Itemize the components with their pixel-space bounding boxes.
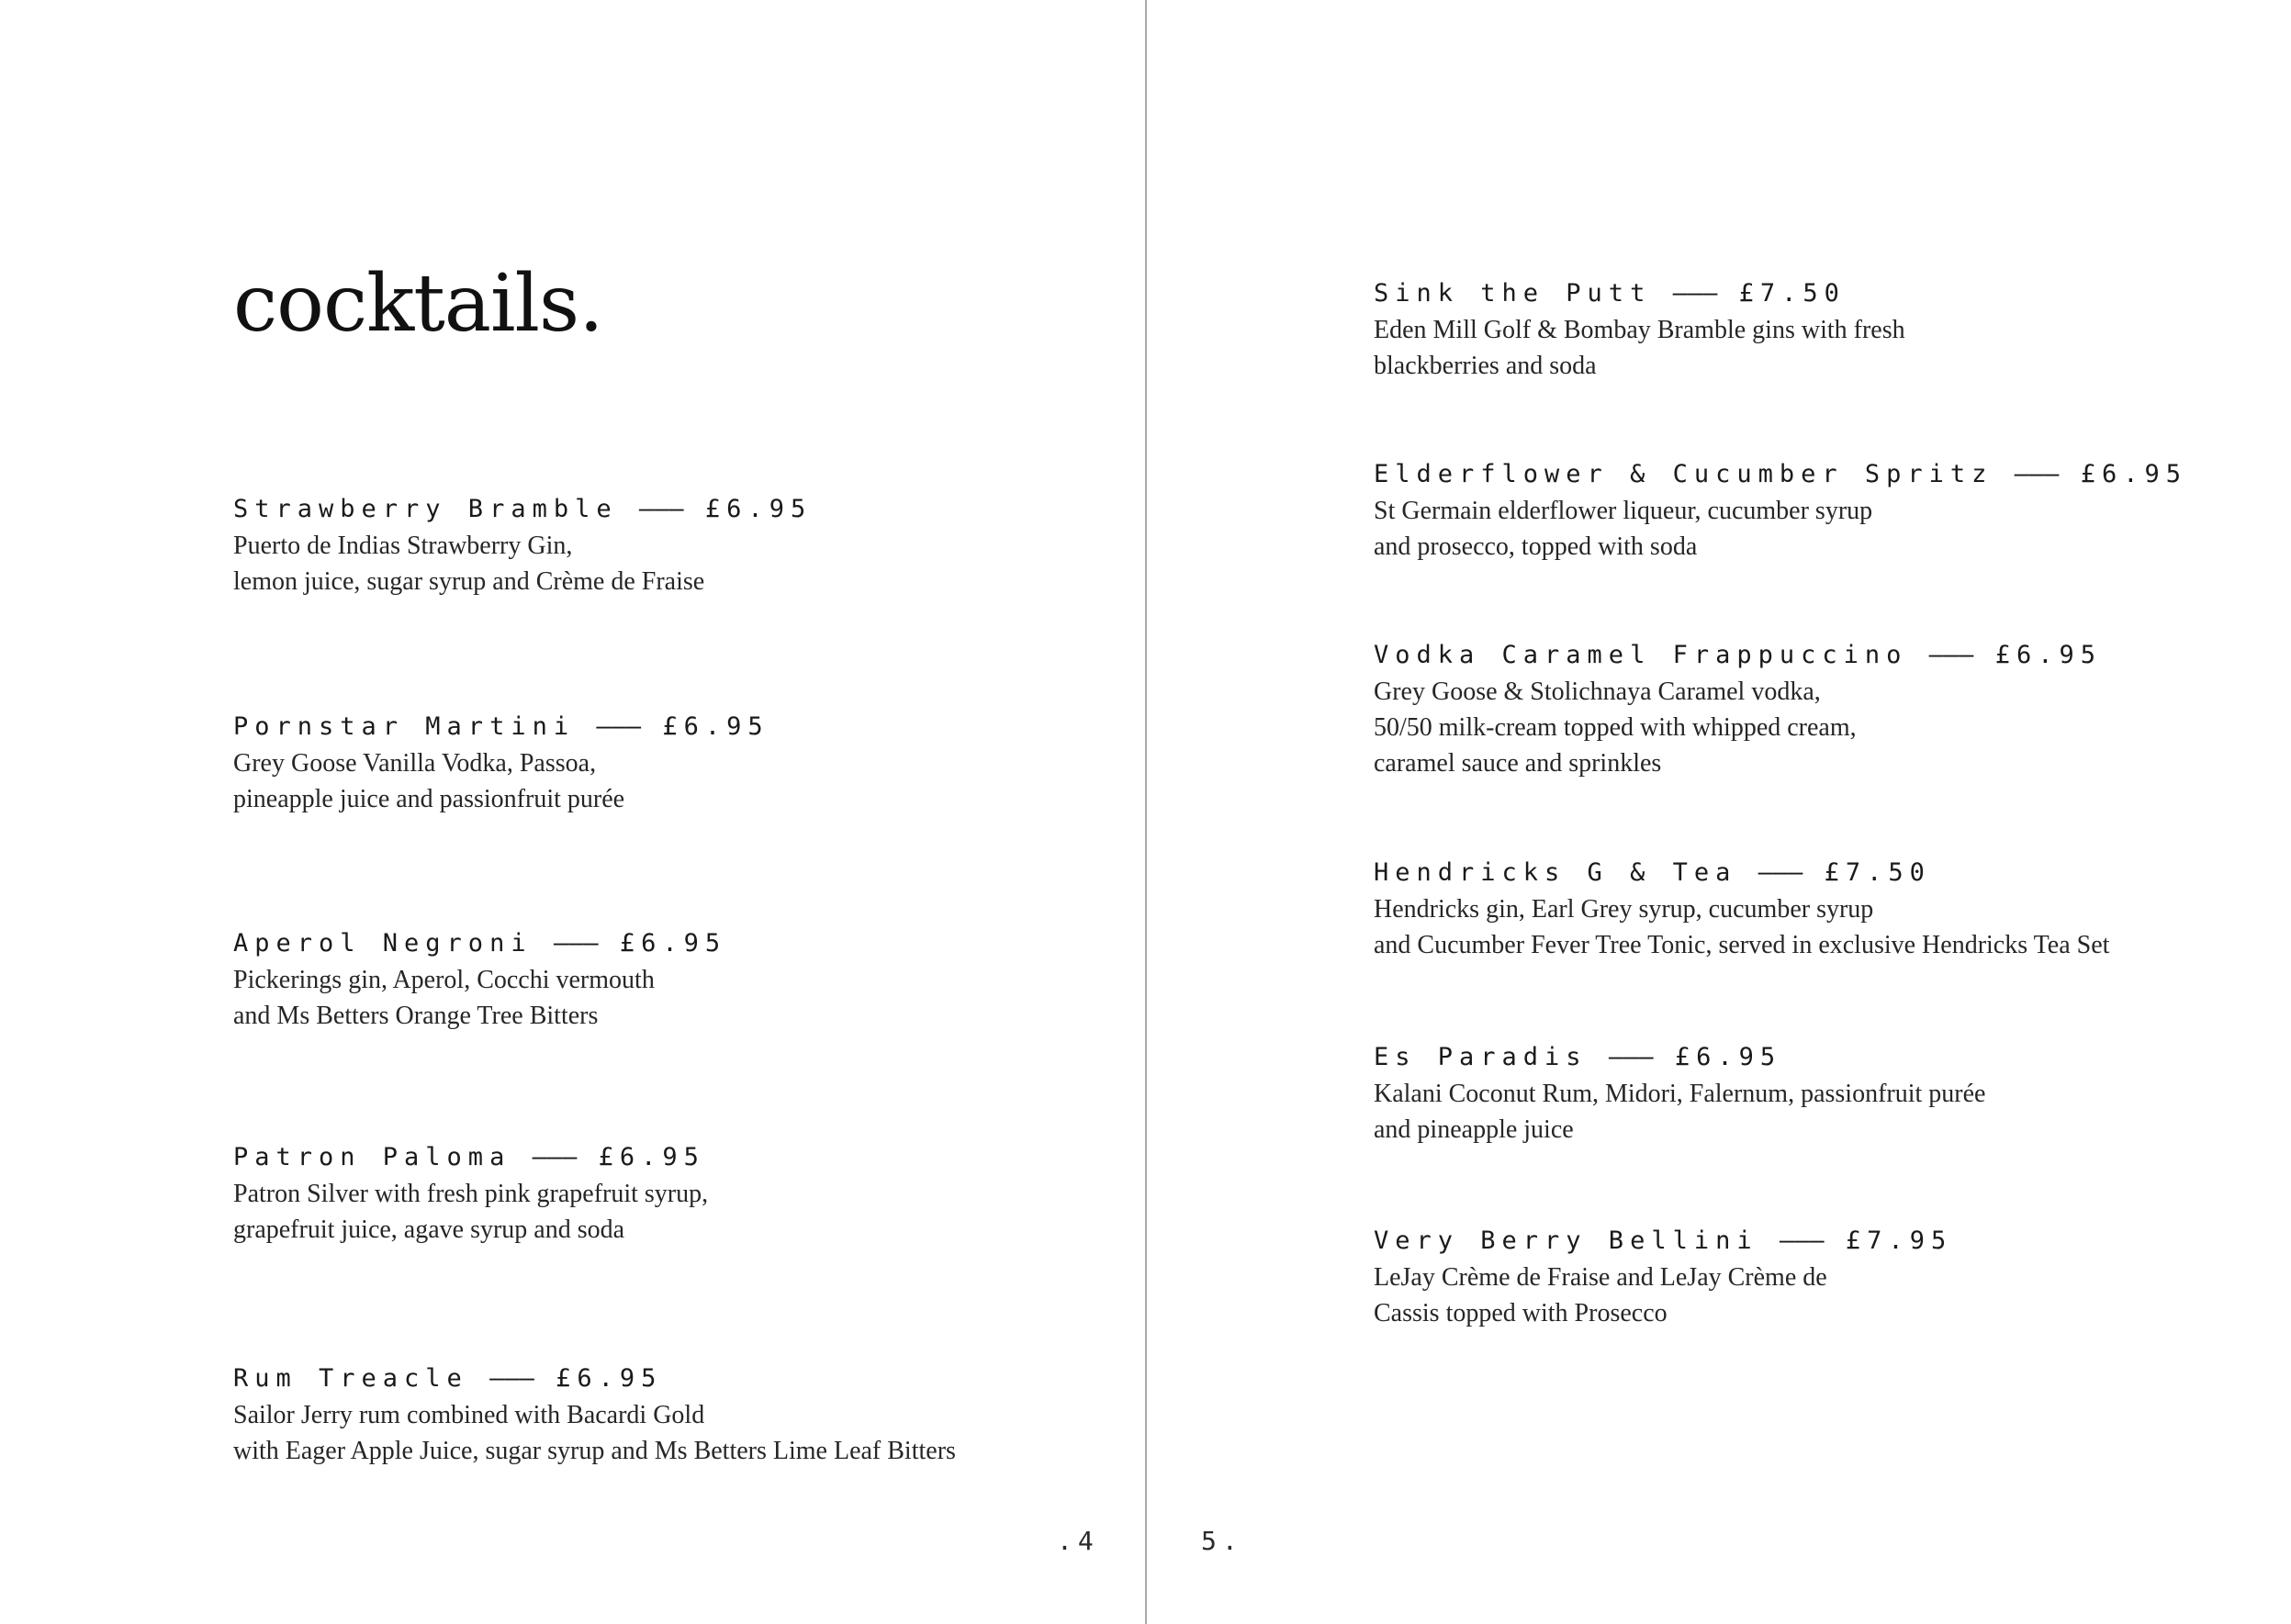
item-separator: ——— <box>1928 641 1974 669</box>
item-price: £7.50 <box>1824 858 1931 887</box>
left-column <box>233 491 1115 1469</box>
item-price: £6.95 <box>662 712 769 741</box>
right-column <box>1374 275 2255 1331</box>
page-title: cocktails. <box>233 258 603 350</box>
item-heading <box>233 1361 1115 1397</box>
item-separator: ——— <box>638 495 684 523</box>
item-price: £6.95 <box>556 1364 663 1393</box>
item-heading <box>1374 275 2255 312</box>
item-description: Pickerings gin, Aperol, Cocchi vermouth and Ms Betters Orange Tree Bitters <box>233 966 655 1030</box>
item-heading <box>1374 1039 2255 1076</box>
item-description: Sailor Jerry rum combined with Bacardi Gold with Eager Apple Juice, sugar syrup and Ms Betters Lime Leaf Bitters <box>233 1401 956 1465</box>
item-heading <box>233 1139 1115 1176</box>
item-name: Sink the Putt <box>1374 279 1652 308</box>
item-heading <box>1374 855 2255 891</box>
menu-item <box>1374 637 2255 781</box>
item-separator: ——— <box>2014 460 2060 488</box>
item-price: £6.95 <box>598 1143 705 1171</box>
menu-item <box>1374 1223 2255 1331</box>
menu-item <box>233 491 1115 599</box>
item-separator: ——— <box>1779 1226 1825 1255</box>
menu-item <box>1374 855 2255 963</box>
item-separator: ——— <box>553 929 599 958</box>
item-description: Grey Goose & Stolichnaya Caramel vodka, 50/50 milk-cream topped with whipped cream, caramel sauce and sprinkles <box>1374 678 1857 778</box>
item-price: £6.95 <box>2080 460 2187 488</box>
item-heading <box>1374 637 2255 674</box>
item-description: Grey Goose Vanilla Vodka, Passoa, pineapple juice and passionfruit purée <box>233 749 625 813</box>
menu-item <box>233 1361 1115 1469</box>
item-separator: ——— <box>1608 1043 1654 1071</box>
item-description: Puerto de Indias Strawberry Gin, lemon juice, sugar syrup and Crème de Fraise <box>233 532 705 596</box>
item-separator: ——— <box>1672 279 1718 308</box>
item-price: £6.95 <box>1994 641 2102 669</box>
item-name: Hendricks G & Tea <box>1374 858 1737 887</box>
item-description: Kalani Coconut Rum, Midori, Falernum, passionfruit purée and pineapple juice <box>1374 1080 1986 1144</box>
item-heading <box>233 925 1115 962</box>
item-price: £7.95 <box>1845 1226 1953 1255</box>
item-description: St Germain elderflower liqueur, cucumber syrup and prosecco, topped with soda <box>1374 497 1873 561</box>
item-name: Rum Treacle <box>233 1364 468 1393</box>
menu-item <box>1374 275 2255 384</box>
menu-item <box>233 709 1115 817</box>
item-separator: ——— <box>596 712 642 741</box>
menu-item <box>1374 456 2255 565</box>
item-description: Hendricks gin, Earl Grey syrup, cucumber syrup and Cucumber Fever Tree Tonic, served in exclusive Hendricks Tea Set <box>1374 895 2110 959</box>
item-name: Elderflower & Cucumber Spritz <box>1374 460 1993 488</box>
item-name: Vodka Caramel Frappuccino <box>1374 641 1908 669</box>
menu-item <box>233 1139 1115 1248</box>
page-number-right: 5. <box>1201 1526 1243 1556</box>
page-number-left: .4 <box>1057 1526 1099 1556</box>
item-description: Eden Mill Golf & Bombay Bramble gins with fresh blackberries and soda <box>1374 316 1905 380</box>
item-price: £7.50 <box>1738 279 1846 308</box>
item-heading <box>233 491 1115 528</box>
item-name: Patron Paloma <box>233 1143 511 1171</box>
menu-item <box>233 925 1115 1034</box>
item-name: Strawberry Bramble <box>233 495 618 523</box>
item-separator: ——— <box>1758 858 1803 887</box>
item-separator: ——— <box>489 1364 534 1393</box>
item-description: Patron Silver with fresh pink grapefruit syrup, grapefruit juice, agave syrup and soda <box>233 1180 709 1244</box>
page-fold-divider <box>1145 0 1147 1624</box>
item-heading <box>1374 456 2255 493</box>
item-heading <box>233 709 1115 745</box>
item-price: £6.95 <box>619 929 727 958</box>
menu-item <box>1374 1039 2255 1148</box>
item-description: LeJay Crème de Fraise and LeJay Crème de Cassis topped with Prosecco <box>1374 1263 1827 1327</box>
item-price: £6.95 <box>704 495 813 523</box>
item-name: Aperol Negroni <box>233 929 533 958</box>
item-name: Es Paradis <box>1374 1043 1588 1071</box>
item-heading <box>1374 1223 2255 1260</box>
item-price: £6.95 <box>1674 1043 1782 1071</box>
item-name: Very Berry Bellini <box>1374 1226 1758 1255</box>
item-name: Pornstar Martini <box>233 712 576 741</box>
item-separator: ——— <box>532 1143 578 1171</box>
